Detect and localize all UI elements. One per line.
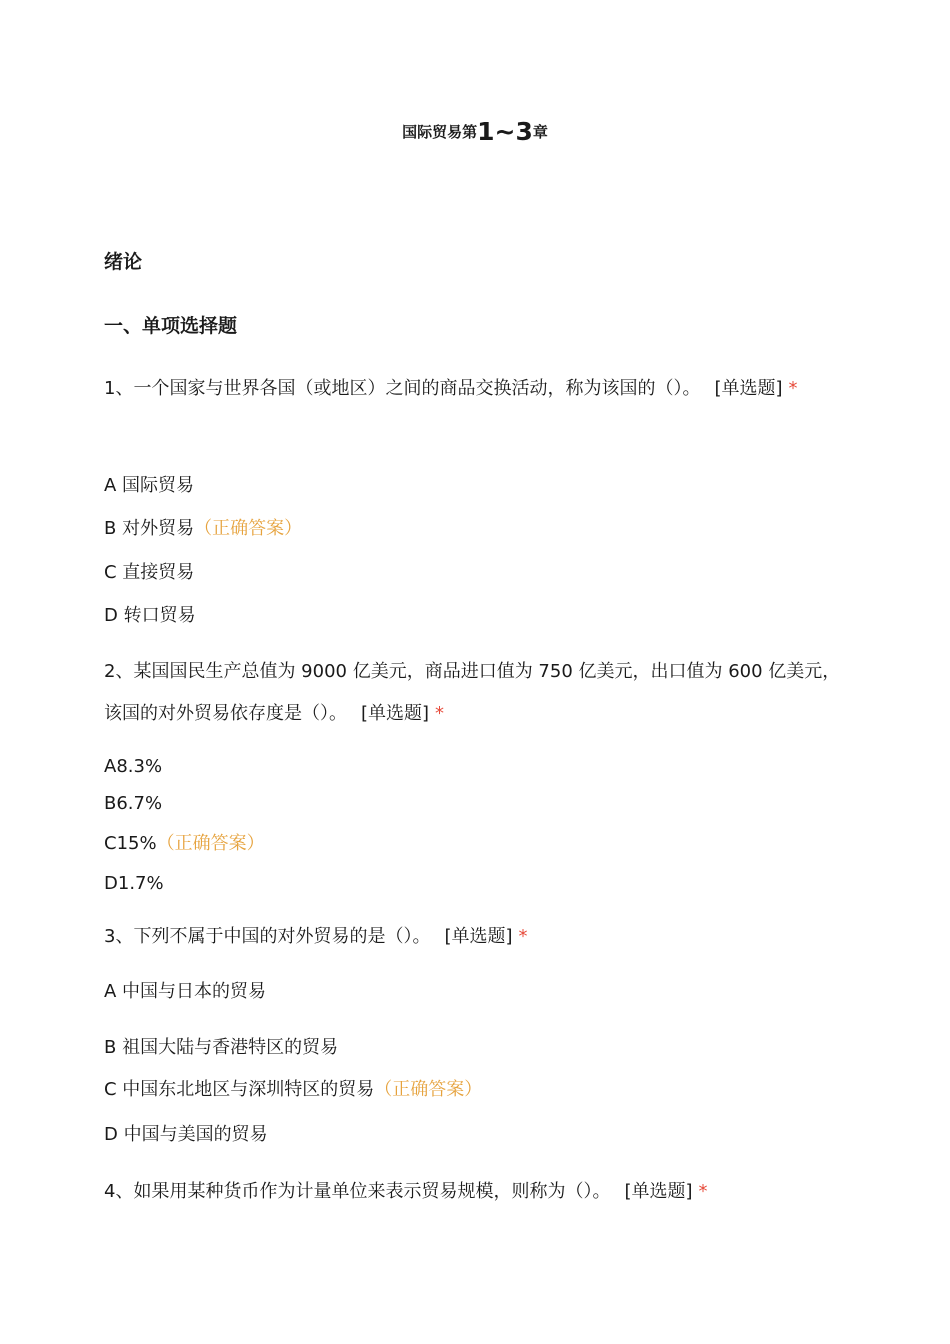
q1-option-b-text: B 对外贸易 bbox=[104, 518, 195, 539]
question-3-type: [单选题] bbox=[444, 926, 513, 947]
question-1 bbox=[104, 368, 844, 410]
question-1-type: [单选题] bbox=[714, 378, 783, 399]
correct-answer-label: （正确答案） bbox=[374, 1079, 483, 1100]
page-title bbox=[0, 114, 950, 150]
q2-option-a: A8.3% bbox=[104, 756, 163, 777]
title-number: 1~3 bbox=[477, 117, 533, 146]
q3-option-d: D 中国与美国的贸易 bbox=[104, 1124, 268, 1145]
question-2-text: 2、某国国民生产总值为 9000 亿美元，商品进口值为 750 亿美元，出口值为 600 亿美元，该国的对外贸易依存度是（）。 bbox=[104, 661, 841, 724]
part-heading: 一、单项选择题 bbox=[104, 315, 238, 337]
required-mark: * bbox=[788, 378, 798, 399]
required-mark: * bbox=[698, 1181, 708, 1202]
q1-option-b bbox=[104, 516, 302, 542]
question-3-text: 3、下列不属于中国的对外贸易的是（）。 bbox=[104, 926, 431, 947]
correct-answer-label: （正确答案） bbox=[194, 518, 303, 539]
q2-option-b: B6.7% bbox=[104, 793, 163, 814]
q3-option-b: B 祖国大陆与香港特区的贸易 bbox=[104, 1037, 339, 1058]
required-mark: * bbox=[518, 926, 528, 947]
title-prefix: 国际贸易第 bbox=[402, 123, 478, 141]
chapter-heading: 绪论 bbox=[104, 251, 143, 273]
title-suffix: 章 bbox=[532, 123, 548, 141]
question-2 bbox=[104, 651, 844, 735]
question-4-text: 4、如果用某种货币作为计量单位来表示贸易规模，则称为（）。 bbox=[104, 1181, 611, 1202]
required-mark: * bbox=[435, 703, 445, 724]
question-1-text: 1、一个国家与世界各国（或地区）之间的商品交换活动，称为该国的（）。 bbox=[104, 378, 701, 399]
question-3 bbox=[104, 916, 844, 958]
question-4-type: [单选题] bbox=[624, 1181, 693, 1202]
question-4 bbox=[104, 1171, 844, 1213]
q1-option-c: C 直接贸易 bbox=[104, 562, 195, 583]
q3-option-c-text: C 中国东北地区与深圳特区的贸易 bbox=[104, 1079, 375, 1100]
correct-answer-label: （正确答案） bbox=[156, 833, 265, 854]
q3-option-a: A 中国与日本的贸易 bbox=[104, 981, 267, 1002]
q1-option-d: D 转口贸易 bbox=[104, 605, 196, 626]
q2-option-c bbox=[104, 831, 265, 857]
q2-option-d: D1.7% bbox=[104, 873, 164, 894]
q2-option-c-text: C15% bbox=[104, 833, 157, 854]
q3-option-c bbox=[104, 1077, 482, 1103]
question-2-type: [单选题] bbox=[361, 703, 430, 724]
q1-option-a: A 国际贸易 bbox=[104, 475, 195, 496]
